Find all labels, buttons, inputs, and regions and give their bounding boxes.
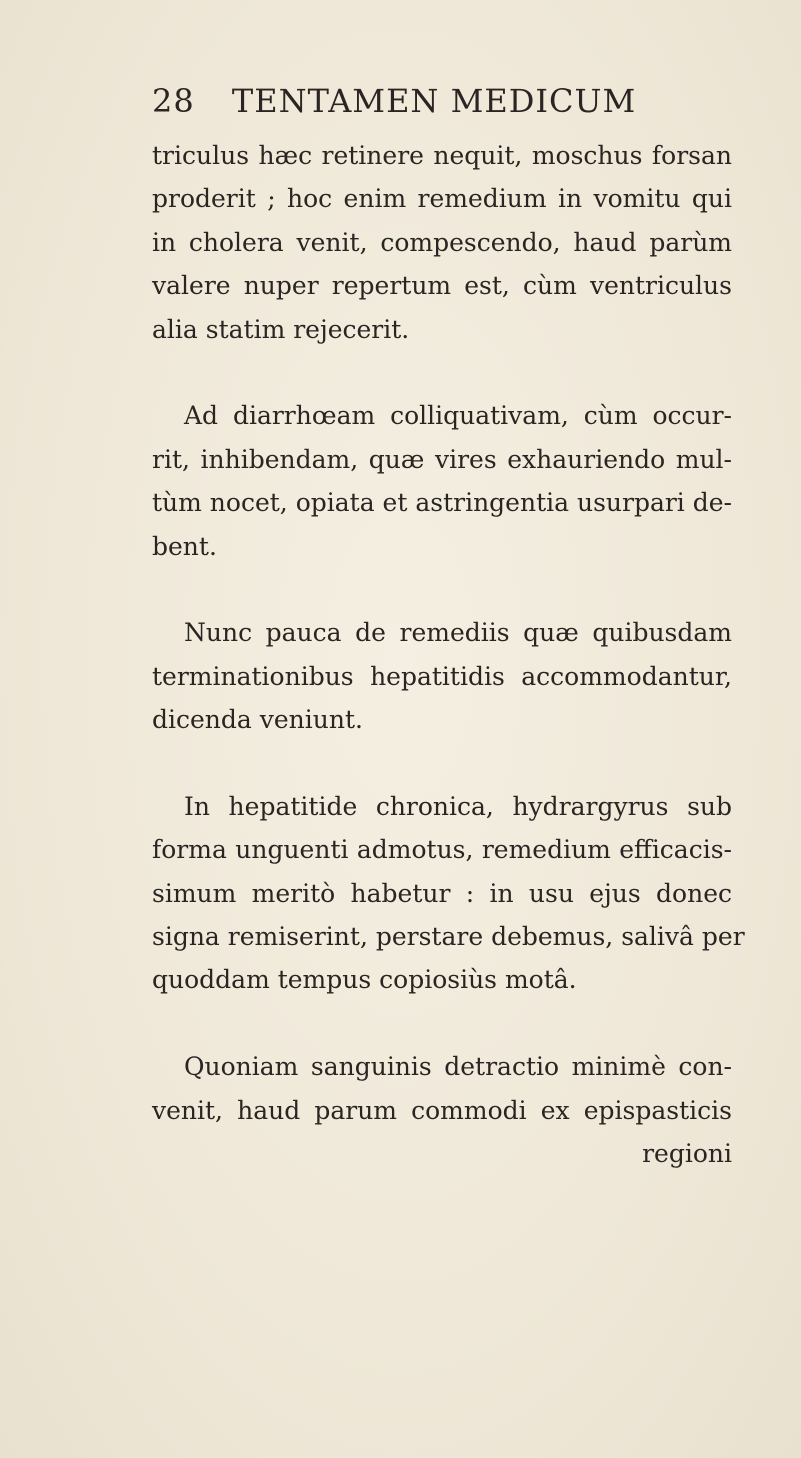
text-line: proderit ; hoc enim remedium in vomitu qui — [152, 184, 732, 214]
paragraph-5 — [152, 1045, 732, 1175]
text-line: In hepatitide chronica, hydrargyrus sub — [184, 791, 732, 821]
text-line: Nunc pauca de remediis quæ quibusdam — [184, 618, 732, 648]
text-line: terminationibus hepatitidis accommodantur, — [152, 661, 732, 691]
paragraph-3 — [152, 611, 732, 741]
catchword: regioni — [642, 1138, 732, 1168]
text-line: alia statim rejecerit. — [152, 314, 410, 344]
paragraph-1 — [152, 134, 732, 351]
text-line: bent. — [152, 531, 217, 561]
body-text — [152, 134, 745, 1175]
text-line: quoddam tempus copiosiùs motâ. — [152, 965, 577, 995]
text-line: in cholera venit, compescendo, haud parùm — [152, 227, 732, 257]
paragraph-4 — [152, 785, 745, 1002]
text-line: forma unguenti admotus, remedium efficacis- — [152, 835, 732, 865]
running-title: TENTAMEN MEDICUM — [231, 82, 637, 120]
text-line: rit, inhibendam, quæ vires exhauriendo mul- — [152, 444, 732, 474]
page-number: 28 — [152, 82, 195, 120]
text-line: Ad diarrhœam colliquativam, cùm occur- — [184, 401, 732, 431]
text-line: venit, haud parum commodi ex epispasticis — [152, 1095, 732, 1125]
text-line: simum meritò habetur : in usu ejus donec — [152, 878, 732, 908]
text-line: tùm nocet, opiata et astringentia usurpari de- — [152, 488, 732, 518]
text-line: valere nuper repertum est, cùm ventriculus — [152, 271, 732, 301]
text-line: dicenda veniunt. — [152, 705, 363, 735]
page-header — [152, 82, 752, 126]
text-line: Quoniam sanguinis detractio minimè con- — [184, 1052, 732, 1082]
text-line: triculus hæc retinere nequit, moschus forsan — [152, 141, 732, 170]
paragraph-2 — [152, 394, 732, 568]
text-line: signa remiserint, perstare debemus, salivâ per — [152, 922, 745, 952]
